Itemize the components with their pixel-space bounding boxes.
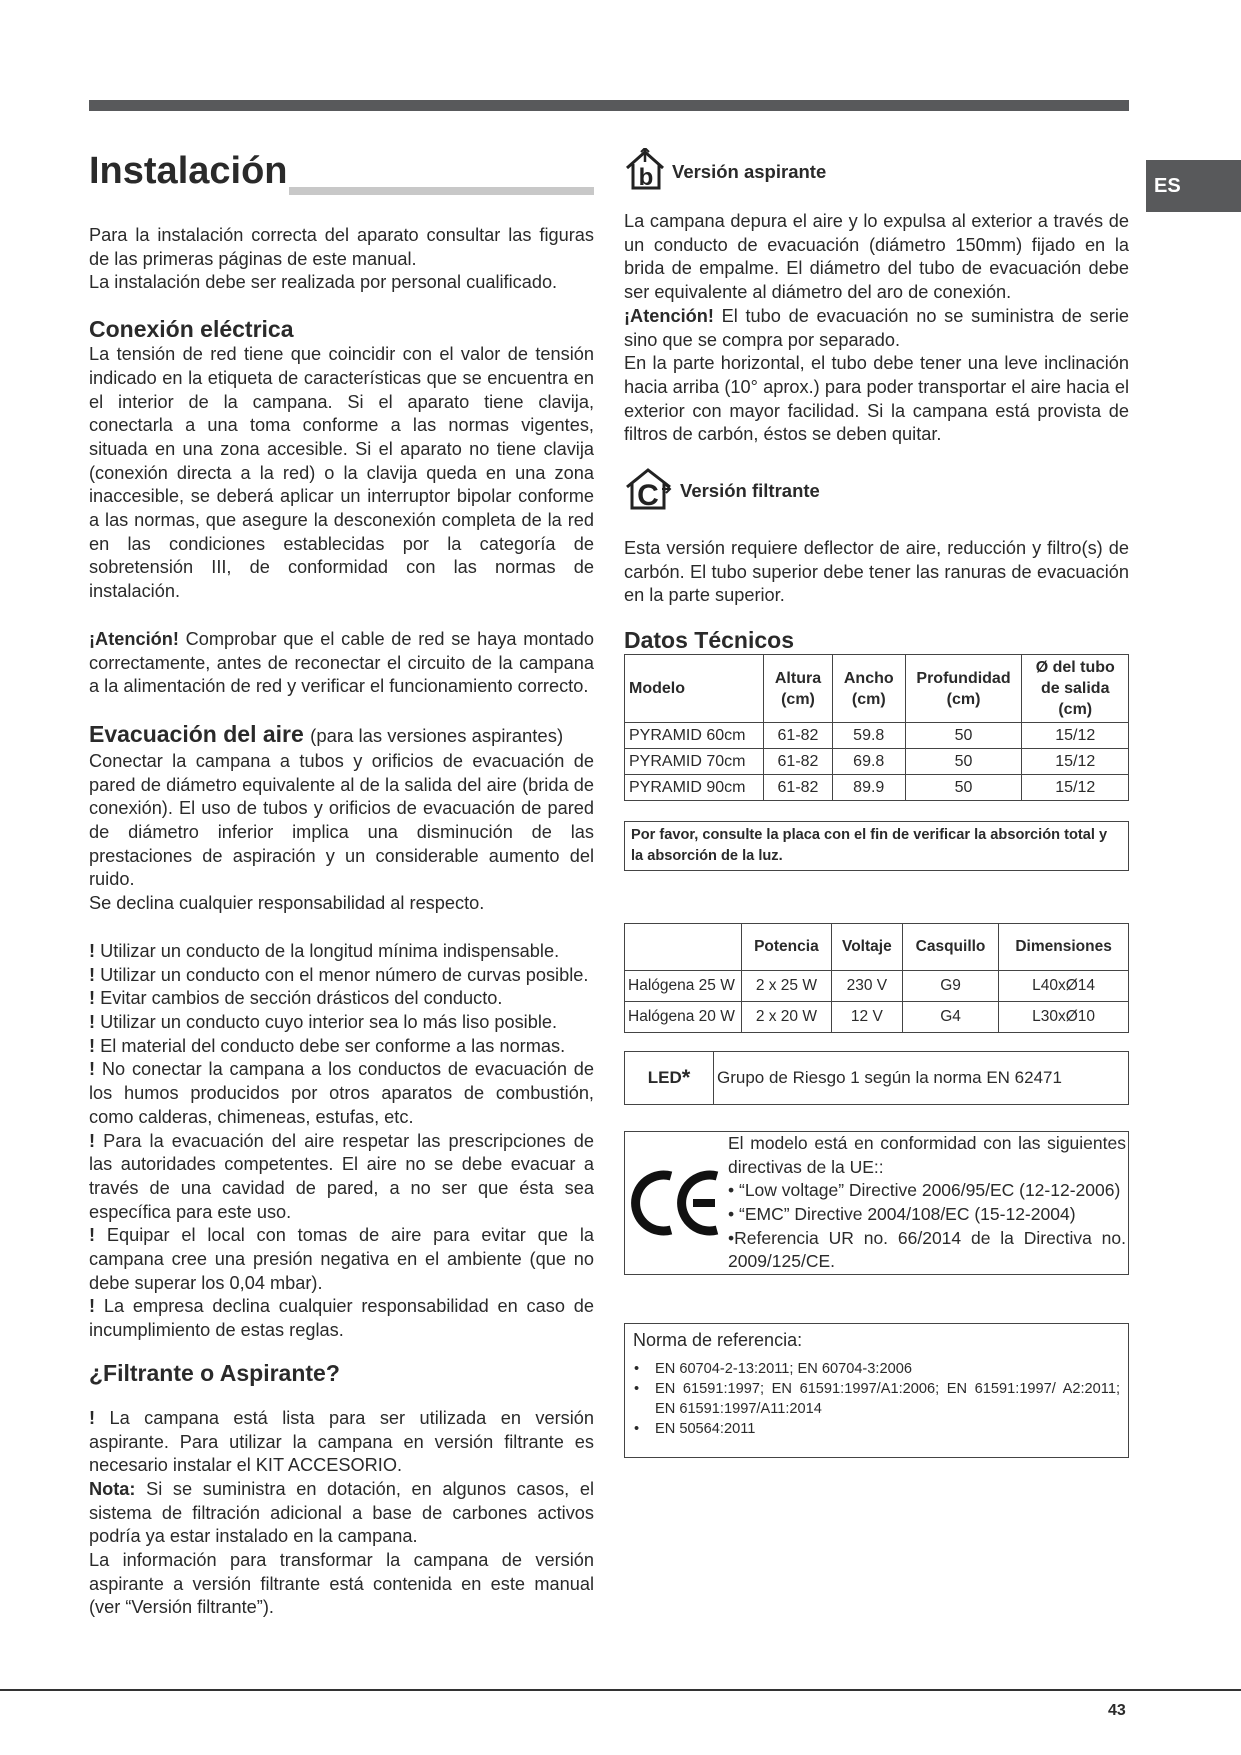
tech-cell: 61-82 <box>764 775 833 801</box>
lamp-cell: G4 <box>902 1002 998 1033</box>
house-b-icon <box>624 148 666 197</box>
norma-item: • EN 60704-2-13:2011; EN 60704-3:2006 <box>633 1359 1120 1379</box>
tech-cell: 59.8 <box>832 723 905 749</box>
tech-col-header: Ø del tubo de salida (cm) <box>1022 655 1129 723</box>
lamp-cell: 230 V <box>831 971 902 1002</box>
aspirante-atencion-label: ¡Atención! <box>624 305 714 326</box>
nota-paragraph <box>89 1478 594 1549</box>
tech-cell: 89.9 <box>832 775 905 801</box>
warning-mark: ! <box>89 1059 96 1080</box>
aspirante-atencion-text: El tubo de evacuación no se suministra de serie sino que se compra por separado. <box>624 305 1129 350</box>
norma-list <box>633 1359 1120 1439</box>
left-column <box>89 150 594 1620</box>
svg-text:b: b <box>638 163 654 191</box>
language-tab: ES <box>1146 160 1241 212</box>
tech-cell: 61-82 <box>764 723 833 749</box>
lamp-col-header: Potencia <box>742 924 832 971</box>
lamp-cell: G9 <box>902 971 998 1002</box>
ce-line: • “Low voltage” Directive 2006/95/EC (12-12-2006) <box>728 1180 1121 1201</box>
atencion-paragraph <box>89 628 594 699</box>
warning-mark: ! <box>89 988 96 1009</box>
tech-col-header: Profundidad (cm) <box>905 655 1022 723</box>
tech-data-table <box>624 654 1129 801</box>
led-star: * <box>681 1065 691 1091</box>
warning-bullet <box>89 1224 594 1295</box>
norma-item: • EN 61591:1997; EN 61591:1997/A1:2006; EN 61591:1997/ A2:2011; EN 61591:1997/A11:2014 <box>633 1379 1120 1419</box>
aspirante-label: Versión aspirante <box>672 161 827 182</box>
tech-row <box>625 749 1129 775</box>
ce-line: El modelo está en conformidad con las siguientes directivas de la UE:: <box>728 1133 1126 1177</box>
warning-bullet-text: Equipar el local con tomas de aire para evitar que la campana cree una presión negativa en el ambiente (que no debe superar los 0,04 mbar). <box>89 1225 594 1293</box>
lamp-cell: 2 x 20 W <box>742 1002 832 1033</box>
tech-col-header: Ancho (cm) <box>832 655 905 723</box>
lamp-col-header: Voltaje <box>831 924 902 971</box>
warning-mark: ! <box>89 1130 96 1151</box>
tech-cell: PYRAMID 60cm <box>625 723 764 749</box>
aspirante-paragraph-3: En la parte horizontal, el tubo debe tener una leve inclinación hacia arriba (10° aprox.) para poder transportar el aire hacia el exterior con mayor facilidad. Si la campana está provista de filtros de carbón, éstos se deben quitar. <box>624 353 1129 445</box>
tech-cell: 50 <box>905 723 1022 749</box>
led-text: Grupo de Riesgo 1 según la norma EN 62471 <box>717 1068 1062 1088</box>
tech-cell: 15/12 <box>1022 749 1129 775</box>
page-title: Instalación <box>89 150 288 192</box>
warning-mark: ! <box>89 1296 96 1317</box>
nota-label: Nota: <box>89 1478 136 1499</box>
atencion-label: ¡Atención! <box>89 628 179 649</box>
warning-mark: ! <box>89 1407 96 1428</box>
intro-paragraph: Para la instalación correcta del aparato consultar las figuras de las primeras páginas de este manual. <box>89 225 594 269</box>
lamp-row <box>625 1002 1129 1033</box>
tech-cell: PYRAMID 70cm <box>625 749 764 775</box>
warning-bullet-text: Utilizar un conducto con el menor número de curvas posible. <box>100 964 589 985</box>
norma-box <box>624 1323 1129 1458</box>
warning-bullet <box>89 964 594 988</box>
filtrante-heading <box>624 469 1129 513</box>
absorption-note-box: Por favor, consulte la placa con el fin de verificar la absorción total y la absorción de la luz. <box>624 821 1129 871</box>
warning-bullet-text: Para la evacuación del aire respetar las prescripciones de las autoridades competentes. El aire no se debe evacuar a través de una cavidad de pared, a no ser que ésta sea específica para este uso. <box>89 1130 594 1222</box>
title-block <box>89 150 594 198</box>
warning-bullet <box>89 1011 594 1035</box>
tech-cell: 50 <box>905 749 1022 775</box>
atencion-text: Comprobar que el cable de red se haya montado correctamente, antes de reconectar el circuito de la campana a la alimentación de red y verificar el funcionamiento correcto. <box>89 628 594 697</box>
tech-col-header: Modelo <box>625 655 764 723</box>
house-c-icon <box>624 467 674 516</box>
evacuacion-subtitle: (para las versiones aspirantes) <box>310 724 564 746</box>
lamp-cell: Halógena 20 W <box>625 1002 742 1033</box>
filtrante-label: Versión filtrante <box>680 480 820 502</box>
warning-bullet <box>89 940 594 964</box>
intro-paragraph-2: La instalación debe ser realizada por personal cualificado. <box>89 272 558 293</box>
warning-bullet <box>89 987 594 1011</box>
warning-bullet <box>89 1058 594 1129</box>
ce-conformity-box <box>624 1131 1129 1275</box>
top-divider-bar <box>89 100 1129 111</box>
warning-bullet <box>89 1130 594 1225</box>
filtrante-paragraph <box>89 1407 594 1478</box>
datos-tecnicos-heading: Datos Técnicos <box>624 627 794 654</box>
nota-text: Si se suministra en dotación, en algunos casos, el sistema de filtración adicional a base de carbones activos podría ya estar instalado en la campana. <box>89 1478 594 1547</box>
evacuacion-heading <box>89 720 594 750</box>
lamp-cell: Halógena 25 W <box>625 971 742 1002</box>
lamp-table <box>624 923 1129 1033</box>
tech-cell: 15/12 <box>1022 723 1129 749</box>
warning-bullet <box>89 1035 594 1059</box>
svg-text:C: C <box>637 478 659 511</box>
conexion-heading: Conexión eléctrica <box>89 316 294 343</box>
filtrante-aspirante-heading: ¿Filtrante o Aspirante? <box>89 1359 340 1386</box>
norma-item: • EN 50564:2011 <box>633 1419 1120 1439</box>
ce-line: •Referencia UR no. 66/2014 de la Directiva no. 2009/125/CE. <box>728 1227 1126 1272</box>
ce-text <box>728 1132 1128 1274</box>
tech-cell: 50 <box>905 775 1022 801</box>
filtrante-text: La campana está lista para ser utilizada en versión aspirante. Para utilizar la campana en versión filtrante es necesario instalar el KIT ACCESORIO. <box>89 1407 594 1476</box>
led-box <box>624 1051 1129 1105</box>
page-number: 43 <box>1108 1702 1126 1719</box>
right-column <box>624 150 1129 1458</box>
warning-mark: ! <box>89 1225 96 1246</box>
tech-cell: 69.8 <box>832 749 905 775</box>
tech-header-row <box>625 655 1129 723</box>
warning-bullet-text: El material del conducto debe ser conforme a las normas. <box>100 1035 566 1056</box>
tech-cell: PYRAMID 90cm <box>625 775 764 801</box>
lamp-col-header: Casquillo <box>902 924 998 971</box>
info-paragraph: La información para transformar la campana de versión aspirante a versión filtrante está contenida en este manual (ver “Versión filtrante”). <box>89 1550 594 1618</box>
tech-cell: 15/12 <box>1022 775 1129 801</box>
led-label: LED <box>647 1068 682 1088</box>
warning-bullet-text: Evitar cambios de sección drásticos del conducto. <box>100 988 503 1009</box>
warning-mark: ! <box>89 940 96 961</box>
aspirante-atencion-paragraph <box>624 305 1129 352</box>
lamp-cell: L30xØ10 <box>999 1002 1129 1033</box>
aspirante-heading <box>624 150 1129 194</box>
tech-row <box>625 723 1129 749</box>
warning-bullet-list <box>89 940 594 1343</box>
warning-bullet-text: Utilizar un conducto de la longitud mínima indispensable. <box>100 940 560 961</box>
warning-bullet-text: No conectar la campana a los conductos de evacuación de los humos producidos por otros aparatos de combustión, como calderas, chimeneas, estufas, etc. <box>89 1059 594 1127</box>
led-label-cell <box>625 1052 714 1104</box>
tech-col-header: Altura (cm) <box>764 655 833 723</box>
lamp-cell: L40xØ14 <box>999 971 1129 1002</box>
filtrante-version-paragraph: Esta versión requiere deflector de aire, reducción y filtro(s) de carbón. El tubo superior debe tener las ranuras de evacuación en la parte superior. <box>624 538 1129 606</box>
lamp-col-header: Dimensiones <box>999 924 1129 971</box>
norma-title: Norma de referencia: <box>633 1329 803 1350</box>
lamp-header-row <box>625 924 1129 971</box>
lamp-cell: 12 V <box>831 1002 902 1033</box>
evacuacion-title: Evacuación del aire <box>89 720 304 747</box>
lamp-col-header <box>625 924 742 971</box>
lamp-cell: 2 x 25 W <box>742 971 832 1002</box>
warning-bullet <box>89 1295 594 1342</box>
title-underline <box>289 187 594 195</box>
warning-bullet-text: La empresa declina cualquier responsabilidad en caso de incumplimiento de estas reglas. <box>89 1296 594 1341</box>
tech-cell: 61-82 <box>764 749 833 775</box>
evacuacion-disclaimer: Se declina cualquier responsabilidad al respecto. <box>89 893 485 914</box>
ce-line: • “EMC” Directive 2004/108/EC (15-12-2004) <box>728 1203 1076 1224</box>
warning-mark: ! <box>89 1011 96 1032</box>
warning-mark: ! <box>89 1035 96 1056</box>
bottom-divider <box>0 1689 1241 1691</box>
ce-mark-icon <box>625 1132 728 1274</box>
lamp-row <box>625 971 1129 1002</box>
warning-bullet-text: Utilizar un conducto cuyo interior sea lo más liso posible. <box>100 1011 558 1032</box>
conexion-paragraph: La tensión de red tiene que coincidir con el valor de tensión indicado en la etiqueta de características que se encuentra en el interior de la campana. Si el aparato tiene clavija, conectarla a una toma conforme a las normas vigentes, situada en una zona accesible. Si el aparato no tiene clavija (conexión directa a la red) o la clavija queda en una zona inaccesible, se deberá aplicar un interruptor bipolar conforme a las normas, que asegure la desconexión completa de la red en las condiciones establecidas por la categoría de sobretensión III, de conformidad con las normas de instalación. <box>89 344 594 602</box>
aspirante-paragraph: La campana depura el aire y lo expulsa al exterior a través de un conducto de evacuación (diámetro 150mm) fijado en la brida de empalme. El diámetro del tubo de evacuación debe ser equivalente al diámetro del aro de conexión. <box>624 211 1129 303</box>
tech-row <box>625 775 1129 801</box>
evacuacion-paragraph: Conectar la campana a tubos y orificios de evacuación de pared de diámetro equivalente al de la salida del aire (brida de conexión). El uso de tubos y orificios de evacuación de pared de diámetro inferior implica una disminución de las prestaciones de aspiración y un considerable aumento del ruido. <box>89 750 594 890</box>
warning-mark: ! <box>89 964 96 985</box>
